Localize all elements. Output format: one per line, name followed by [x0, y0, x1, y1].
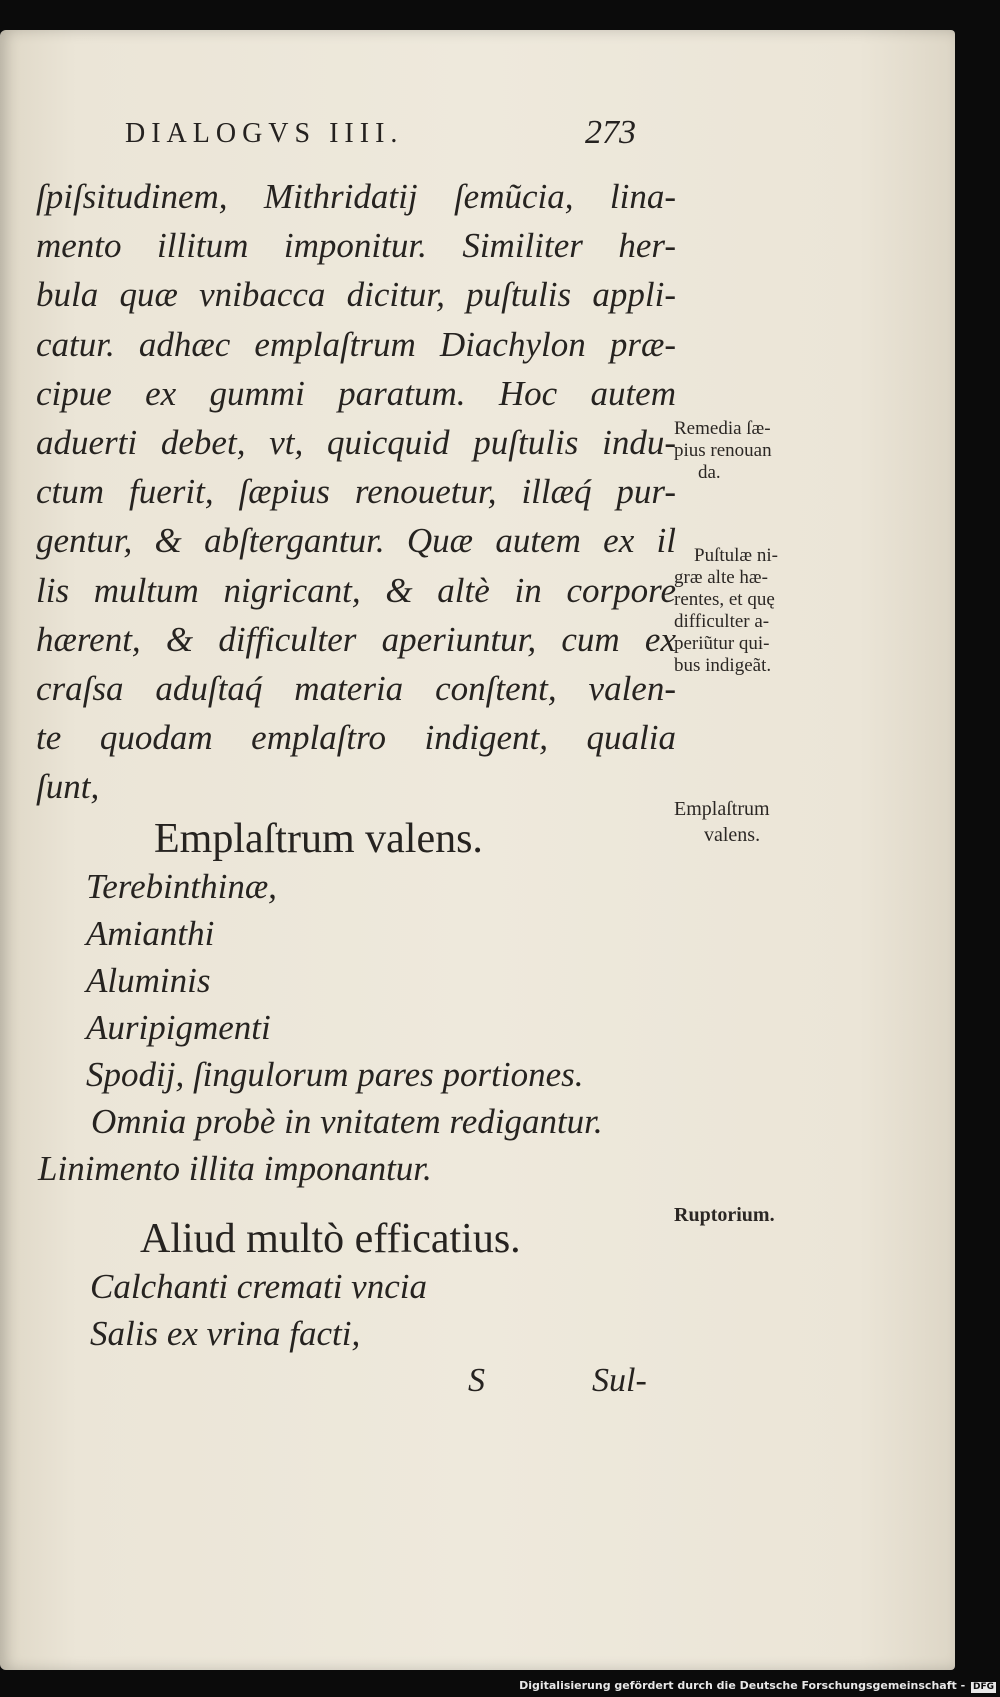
text-line: ctum fuerit, ſæpius renouetur, illæq́ pur- [36, 472, 676, 512]
recipe-instruction: Linimento illita imponantur. [38, 1149, 432, 1188]
text-line: te quodam emplaſtro indigent, qualia [36, 718, 676, 758]
recipe-item: Calchanti cremati vncia [90, 1267, 427, 1306]
signature-mark: S [468, 1362, 485, 1399]
recipe-valens [36, 815, 676, 1196]
note-line: valens. [704, 824, 761, 846]
note-line: græ alte hæ- [674, 567, 768, 588]
recipe-item: Salis ex vrina facti, [90, 1314, 361, 1353]
note-line: rentes, et quę [674, 589, 775, 610]
text-line: catur. adhæc emplaſtrum Diachylon præ- [36, 324, 676, 364]
recipe-efficatius [36, 1215, 676, 1361]
margin-note-pustulae [674, 545, 778, 677]
note-line: Ruptorium. [674, 1204, 775, 1226]
margin-note-emplastrum [674, 796, 770, 848]
text-line: aduerti debet, vt, quicquid puſtulis indu- [36, 422, 676, 462]
recipe-item: Aluminis [86, 961, 211, 1000]
note-line: periũtur qui- [674, 633, 770, 654]
text-line: craſsa aduſtaq́ materia conſtent, valen- [36, 668, 676, 708]
note-line: difficulter a- [674, 611, 770, 632]
margin-note-ruptorium [674, 1204, 775, 1226]
recipe-item: Amianthi [86, 914, 215, 953]
footer-text: Digitalisierung gefördert durch die Deutsche Forschungsgemeinschaft - [519, 1679, 966, 1692]
text-line: lis multum nigricant, & altè in corpore [36, 570, 676, 610]
text-line: cipue ex gummi paratum. Hoc autem [36, 373, 676, 413]
running-title: DIALOGVS IIII. [125, 118, 404, 149]
main-text-block [36, 172, 676, 811]
recipe-item: Spodij, ſingulorum pares portiones. [86, 1055, 584, 1094]
note-line: pius renouan [674, 440, 772, 461]
catchword: Sul- [592, 1362, 647, 1399]
note-line: Puſtulæ ni- [694, 545, 778, 566]
page-number: 273 [585, 114, 636, 151]
recipe-instruction: Omnia probè in vnitatem redigantur. [91, 1102, 603, 1141]
note-line: Remedia ſæ- [674, 418, 771, 439]
dfg-logo: DFG [972, 1682, 994, 1692]
recipe-item: Terebinthinæ, [86, 867, 277, 906]
text-line: mento illitum imponitur. Similiter her- [36, 226, 676, 266]
recipe-item: Auripigmenti [86, 1008, 271, 1047]
note-line: bus indigeãt. [674, 655, 772, 676]
text-line: bula quæ vnibacca dicitur, puſtulis appli- [36, 275, 676, 315]
text-line: ſpiſsitudinem, Mithridatij ſemũcia, lina- [36, 177, 676, 216]
recipe-heading: Aliud multò efficatius. [140, 1216, 521, 1262]
digitization-footer [519, 1679, 996, 1693]
recipe-heading: Emplaſtrum valens. [154, 816, 483, 862]
margin-note-remedia [674, 418, 772, 484]
text-line: ſunt, [36, 767, 100, 807]
text-line: gentur, & abſtergantur. Quæ autem ex il [36, 521, 676, 561]
note-line: da. [698, 462, 721, 483]
text-line: hærent, & difficulter aperiuntur, cum ex [36, 619, 676, 659]
running-header [0, 114, 1000, 158]
note-line: Emplaſtrum [674, 798, 770, 820]
